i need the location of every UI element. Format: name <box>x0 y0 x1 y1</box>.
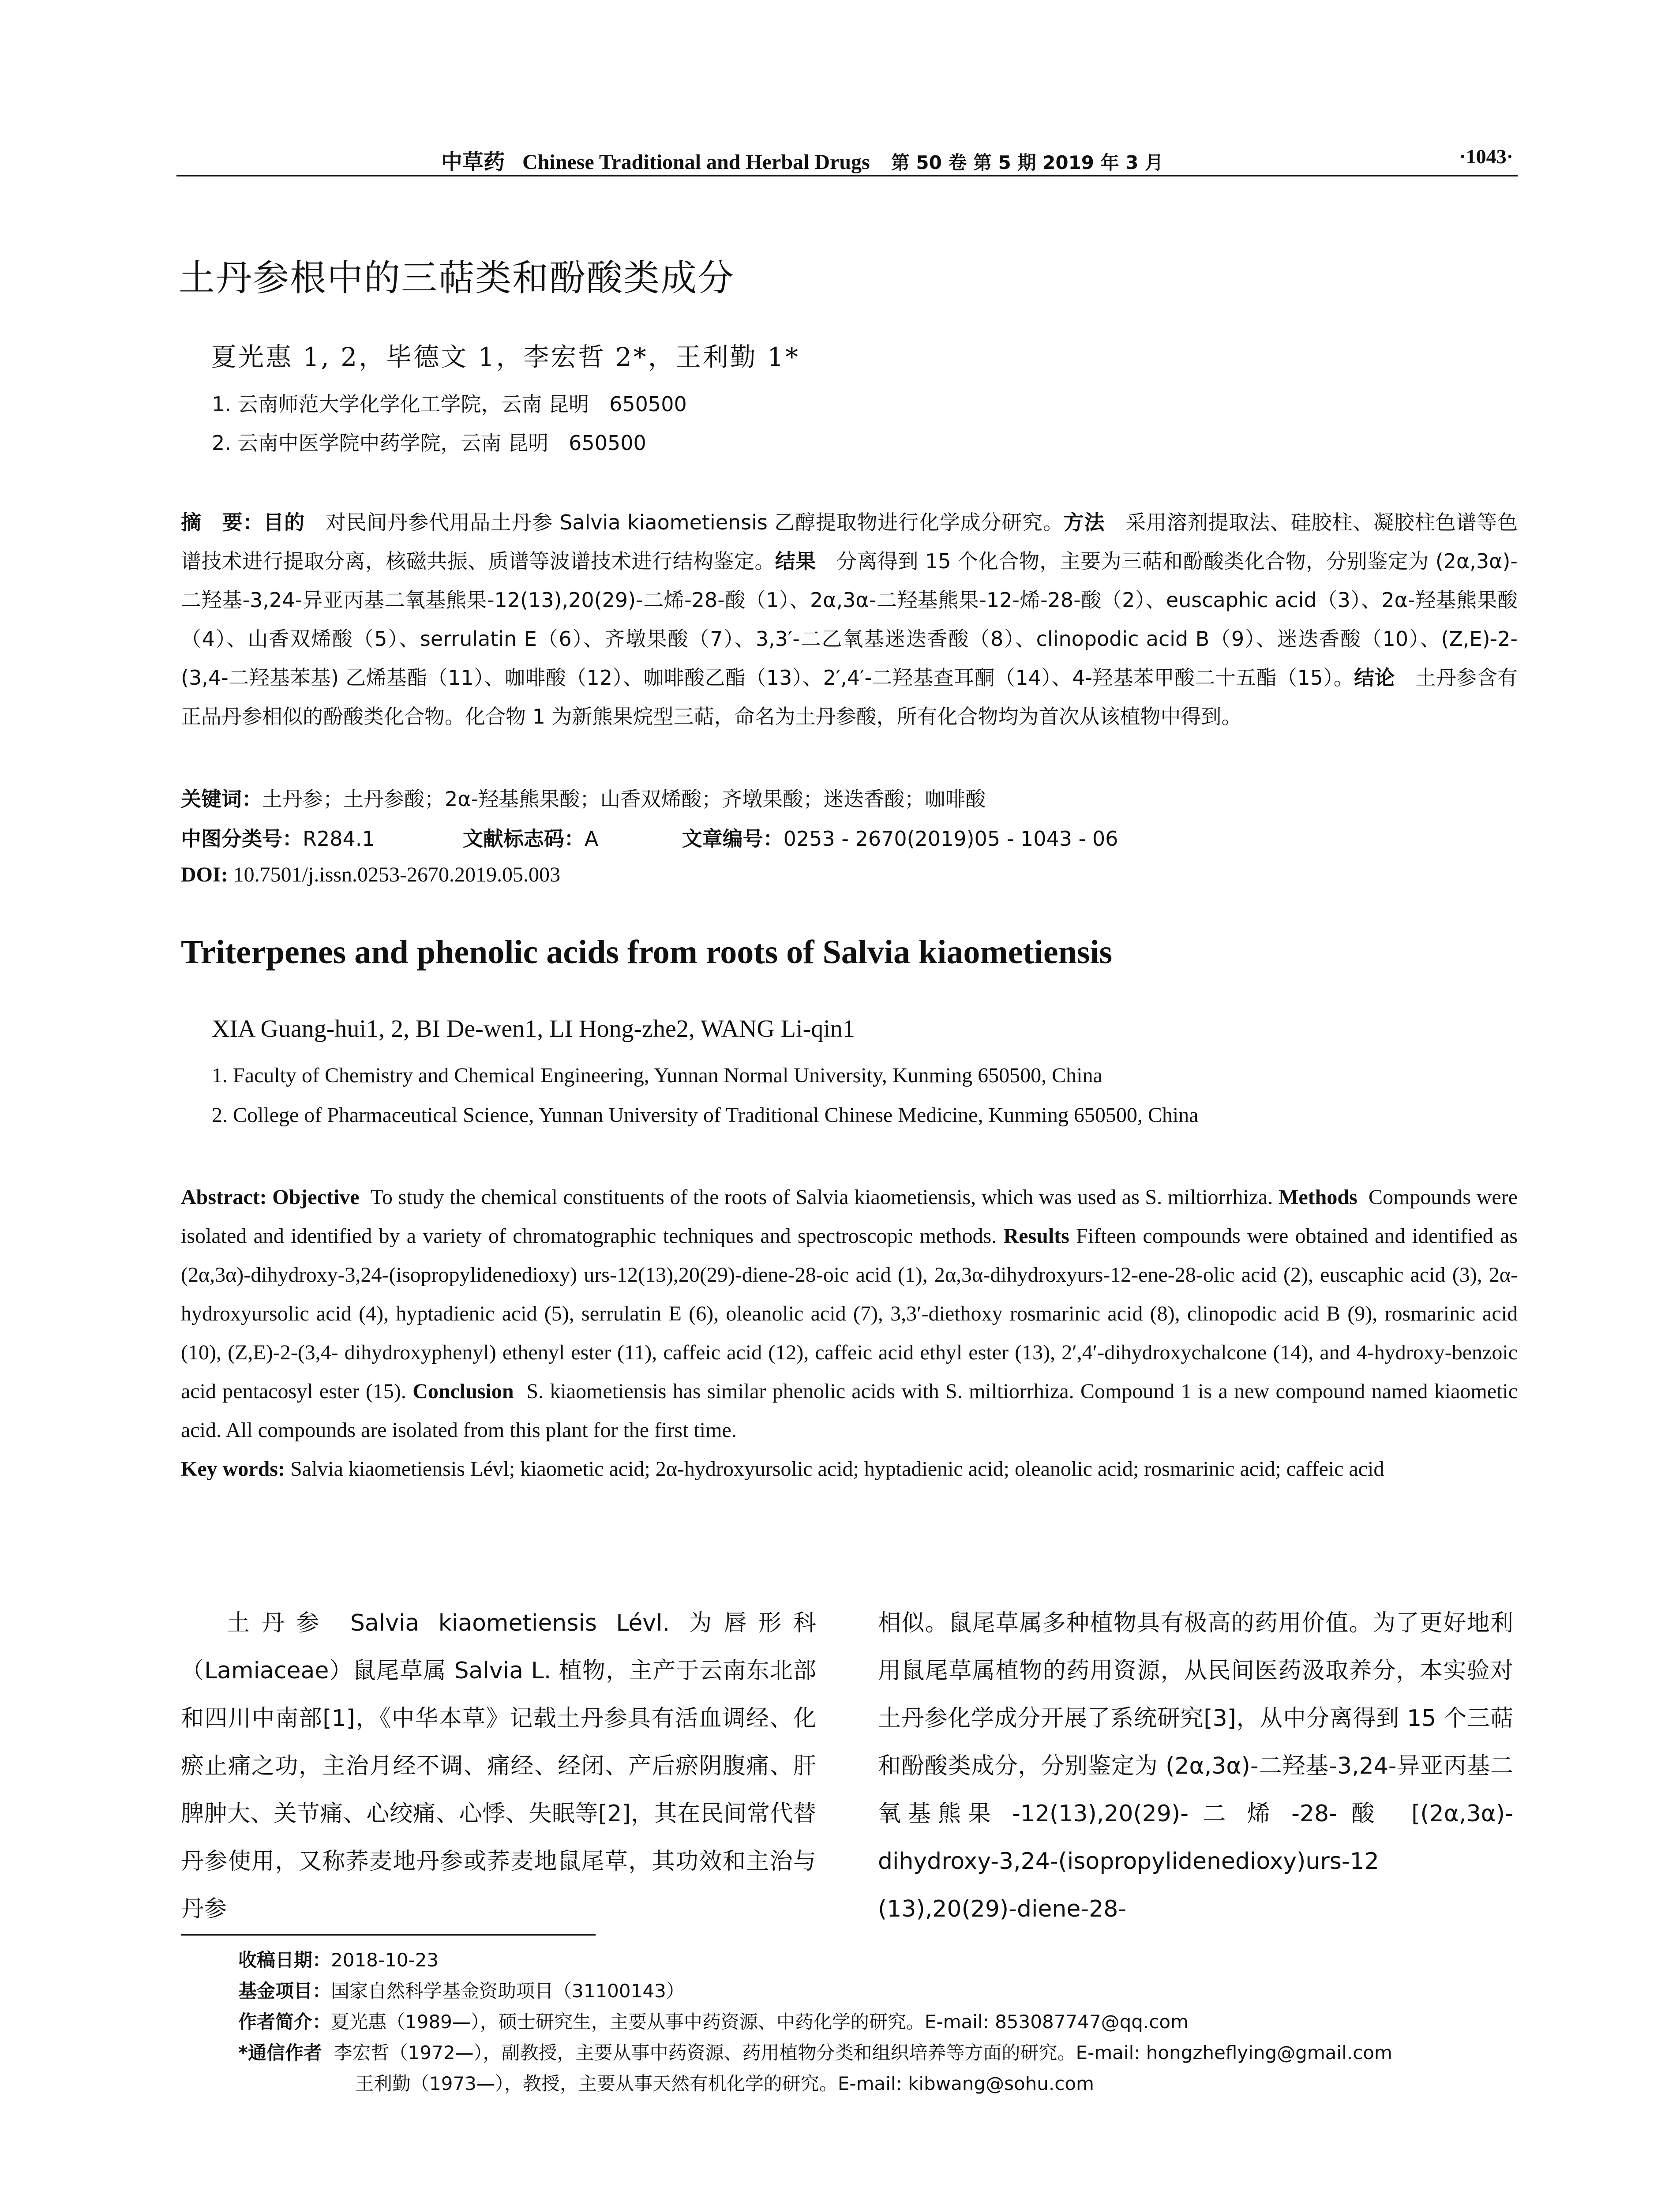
title-cn: 土丹参根中的三萜类和酚酸类成分 <box>179 257 735 299</box>
methods-cn-label: 方法 <box>1063 510 1105 534</box>
footnote-text: 李宏哲（1972—），副教授，主要从事中药资源、药用植物分类和组织培养等方面的研究。E-mail: hongzheflying@gmail.com <box>334 2042 1392 2063</box>
keywords-en-label: Key words: <box>181 1457 285 1481</box>
footnote-text: 2018-10-23 <box>331 1949 439 1971</box>
body-column-right: 相似。鼠尾草属多种植物具有极高的药用价值。为了更好地利用鼠尾草属植物的药用资源，从民间医药汲取养分，本实验对土丹参化学成分开展了系统研究[3]，从中分离得到 15 个三萜和酚酸类成分，分别鉴定为 (2α,3α)-二羟基-3,24-异亚丙基二氧基熊果 -12(13),20(29)- 二 烯 -28- 酸 [(2α,3α)-dihydroxy-3,24-(isopropylidenedioxy)urs-12 (13),20(29)-diene-28- <box>878 1610 1513 1922</box>
footnote-corresponding <box>238 2038 1392 2065</box>
clc-value: R284.1 <box>303 827 375 851</box>
footnote-label: *通信作者 <box>238 2042 322 2063</box>
objective-cn: 对民间丹参代用品土丹参 Salvia kiaometiensis 乙醇提取物进行化学成分研究。 <box>325 510 1064 534</box>
affiliation-cn-1: 1. 云南师范大学化学化工学院，云南 昆明 650500 <box>212 392 687 416</box>
results-cn: 分离得到 15 个化合物，主要为三萜和酚酸类化合物，分别鉴定为 (2α,3α)-二羟基-3,24-异亚丙基二氧基熊果-12(13),20(29)-二烯-28-酸（1）、2α,3α-二羟基熊果-12-烯-28-酸（2）、euscaphic acid（3）、2α-羟基熊果酸（4）、山香双烯酸（5）、serrulatin E（6）、齐墩果酸（7）、3,3′-二乙氧基迷迭香酸（8）、clinopodic acid B（9）、迷迭香酸（10）、(Z,E)-2-(3,4-二羟基苯基) 乙烯基酯（11）、咖啡酸（12）、咖啡酸乙酯（13）、2′,4′-二羟基查耳酮（14）、4-羟基苯甲酸二十五酯（15）。 <box>181 549 1518 690</box>
doc-code-label: 文献标志码： <box>462 827 585 851</box>
objective-en: To study the chemical constituents of the roots of Salvia kiaometiensis, which was used as S. miltiorrhiza. <box>370 1186 1273 1209</box>
title-en: Triterpenes and phenolic acids from roots of Salvia kiaometiensis <box>181 934 1113 971</box>
abstract-en <box>181 1178 1518 1489</box>
classification-line <box>181 823 1118 852</box>
methods-cn: 采用溶剂提取法、硅胶柱、凝胶柱色谱等色谱技术进行提取分离，核磁共振、质谱等波谱技术进行结构鉴定。 <box>181 510 1518 573</box>
doc-code-value: A <box>584 827 599 851</box>
body-column-left: 土丹参 Salvia kiaometiensis Lévl. 为唇形科（Lamiaceae）鼠尾草属 Salvia L. 植物，主产于云南东北部和四川中南部[1]，《中华本草》记载土丹参具有活血调经、化瘀止痛之功，主治月经不调、痛经、经闭、产后瘀阴腹痛、肝脾肿大、关节痛、心绞痛、心悸、失眠等[2]，其在民间常代替丹参使用，又称荞麦地丹参或荞麦地鼠尾草，其功效和主治与丹参 <box>181 1610 816 1922</box>
results-en: Fifteen compounds were obtained and identified as (2α,3α)-dihydroxy-3,24-(isopropylidenedioxy) urs-12(13),20(29)-diene-28-oic acid (1), 2α,3α-dihydroxyurs-12-ene-28-olic acid (2), euscaphic acid (3), 2α-hydroxyursolic acid (4), hyptadienic acid (5), serrulatin E (6), oleanolic acid (7), 3,3′-diethoxy rosmarinic acid (8), clinopodic acid B (9), rosmarinic acid (10), (Z,E)-2-(3,4- dihydroxyphenyl) ethenyl ester (11), caffeic acid (12), caffeic acid ethyl ester (13), 2′,4′-dihydroxychalcone (14), and 4-hydroxy-benzoic acid pentacosyl ester (15). <box>181 1224 1518 1403</box>
clc-label: 中图分类号： <box>181 827 303 851</box>
doi-line <box>181 863 560 887</box>
conclusion-en: S. kiaometiensis has similar phenolic acids with S. miltiorrhiza. Compound 1 is a new compound named kiaometic acid. All compounds are isolated from this plant for the first time. <box>181 1380 1518 1442</box>
footnote-label: 收稿日期： <box>238 1949 331 1971</box>
abstract-cn-label: 摘 要： <box>181 510 264 534</box>
affiliation-en-2: 2. College of Pharmaceutical Science, Yunnan University of Traditional Chinese Medicine, Kunming 650500, China <box>212 1103 1199 1127</box>
page-number: ·1043· <box>1459 145 1513 168</box>
objective-cn-label: 目的 <box>263 510 305 534</box>
footnote-label: 作者简介： <box>238 2011 331 2033</box>
article-no-label: 文章编号： <box>682 827 784 851</box>
keywords-cn-label: 关键词： <box>181 787 262 811</box>
abstract-cn <box>181 503 1518 736</box>
affiliation-en-1: 1. Faculty of Chemistry and Chemical Engineering, Yunnan Normal University, Kunming 650500, China <box>212 1064 1102 1087</box>
footnote-label: 基金项目： <box>238 1980 331 2002</box>
keywords-cn <box>181 783 986 812</box>
issue-info: 第 50 卷 第 5 期 2019 年 3 月 <box>891 152 1164 173</box>
footnote-received <box>238 1946 439 1972</box>
affiliation-cn-2: 2. 云南中医学院中药学院，云南 昆明 650500 <box>212 431 646 455</box>
conclusion-cn: 土丹参含有正品丹参相似的酚酸类化合物。化合物 1 为新熊果烷型三萜，命名为土丹参酸，所有化合物均为首次从该植物中得到。 <box>181 666 1518 728</box>
doi-value: 10.7501/j.issn.0253-2670.2019.05.003 <box>233 863 561 886</box>
keywords-en-text: Salvia kiaometiensis Lévl; kiaometic acid; 2α-hydroxyursolic acid; hyptadienic acid; oleanolic acid; rosmarinic acid; caffeic acid <box>290 1457 1384 1481</box>
authors-cn: 夏光惠 1, 2，毕德文 1，李宏哲 2*，王利勤 1* <box>211 342 800 372</box>
footnote-author-bio <box>238 2007 1189 2034</box>
conclusion-cn-label: 结论 <box>1354 666 1395 690</box>
footnote-text: 王利勤（1973—），教授，主要从事天然有机化学的研究。E-mail: kibwang@sohu.com <box>355 2073 1094 2094</box>
journal-name-en: Chinese Traditional and Herbal Drugs <box>522 150 870 174</box>
footnote-funding <box>238 1977 685 2003</box>
footnote-rule <box>181 1934 596 1936</box>
article-no-value: 0253 - 2670(2019)05 - 1043 - 06 <box>783 827 1118 851</box>
footnote-text: 夏光惠（1989—），硕士研究生，主要从事中药资源、中药化学的研究。E-mail: 853087747@qq.com <box>331 2011 1189 2033</box>
keywords-cn-text: 土丹参；土丹参酸；2α-羟基熊果酸；山香双烯酸；齐墩果酸；迷迭香酸；咖啡酸 <box>262 787 986 811</box>
results-en-label: Results <box>1003 1224 1069 1248</box>
methods-en-label: Methods <box>1279 1186 1358 1209</box>
footnote-corresponding-2 <box>355 2069 1094 2096</box>
journal-name-cn: 中草药 <box>441 150 505 174</box>
methods-en: Compounds were isolated and identified by a variety of chromatographic techniques and spectroscopic methods. <box>181 1186 1518 1248</box>
authors-en: XIA Guang-hui1, 2, BI De-wen1, LI Hong-zhe2, WANG Li-qin1 <box>212 1015 855 1043</box>
footnote-text: 国家自然科学基金资助项目（31100143） <box>331 1980 685 2002</box>
running-header <box>176 132 1518 176</box>
abstract-en-label: Abstract: Objective <box>181 1186 360 1209</box>
doi-label: DOI: <box>181 863 228 886</box>
journal-line <box>441 145 1163 175</box>
conclusion-en-label: Conclusion <box>412 1380 514 1403</box>
results-cn-label: 结果 <box>775 549 816 573</box>
